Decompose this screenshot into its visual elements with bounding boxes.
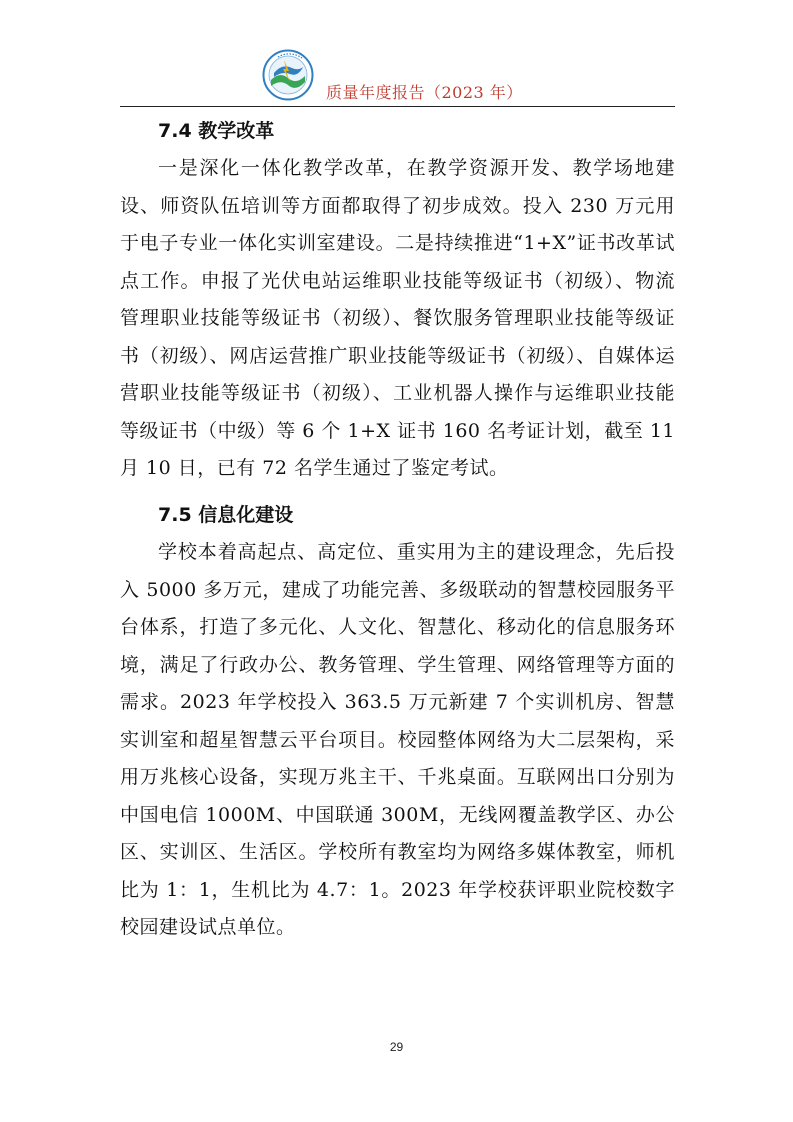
school-logo-icon <box>262 49 314 101</box>
section-paragraph-informatization: 学校本着高起点、高定位、重实用为主的建设理念，先后投入 5000 多万元，建成了功能完善、多级联动的智慧校园服务平台体系，打造了多元化、人文化、智慧化、移动化的信息服务环境，满足了行政办公、教务管理、学生管理、网络管理等方面的需求。2023 年学校投入 363.5 万元新建 7 个实训机房、智慧实训室和超星智慧云平台项目。校园整体网络为大二层架构，采用万兆核心设备，实现万兆主干、千兆桌面。互联网出口分别为中国电信 1000M、中国联通 300M，无线网覆盖教学区、办公区、实训区、生活区。学校所有教室均为网络多媒体教室，师机比为 1：1，生机比为 4.7：1。2023 年学校获评职业院校数字校园建设试点单位。 <box>120 541 675 938</box>
document-body <box>120 112 675 947</box>
page-header <box>120 46 675 110</box>
section-heading-informatization: 7.5 信息化建设 <box>158 504 294 526</box>
header-divider <box>120 106 675 107</box>
page-number: 29 <box>389 1040 404 1054</box>
report-title: 质量年度报告（2023 年） <box>326 83 523 102</box>
section-paragraph-teaching-reform: 一是深化一体化教学改革，在教学资源开发、教学场地建设、师资队伍培训等方面都取得了初步成效。投入 230 万元用于电子专业一体化实训室建设。二是持续推进“1+X”证书改革试点工作。申报了光伏电站运维职业技能等级证书（初级）、物流管理职业技能等级证书（初级）、餐饮服务管理职业技能等级证书（初级）、网店运营推广职业技能等级证书（初级）、自媒体运营职业技能等级证书（初级）、工业机器人操作与运维职业技能等级证书（中级）等 6 个 1+X 证书 160 名考证计划，截至 11 月 10 日，已有 72 名学生通过了鉴定考试。 <box>120 157 675 479</box>
section-heading-teaching-reform: 7.4 教学改革 <box>158 120 275 142</box>
